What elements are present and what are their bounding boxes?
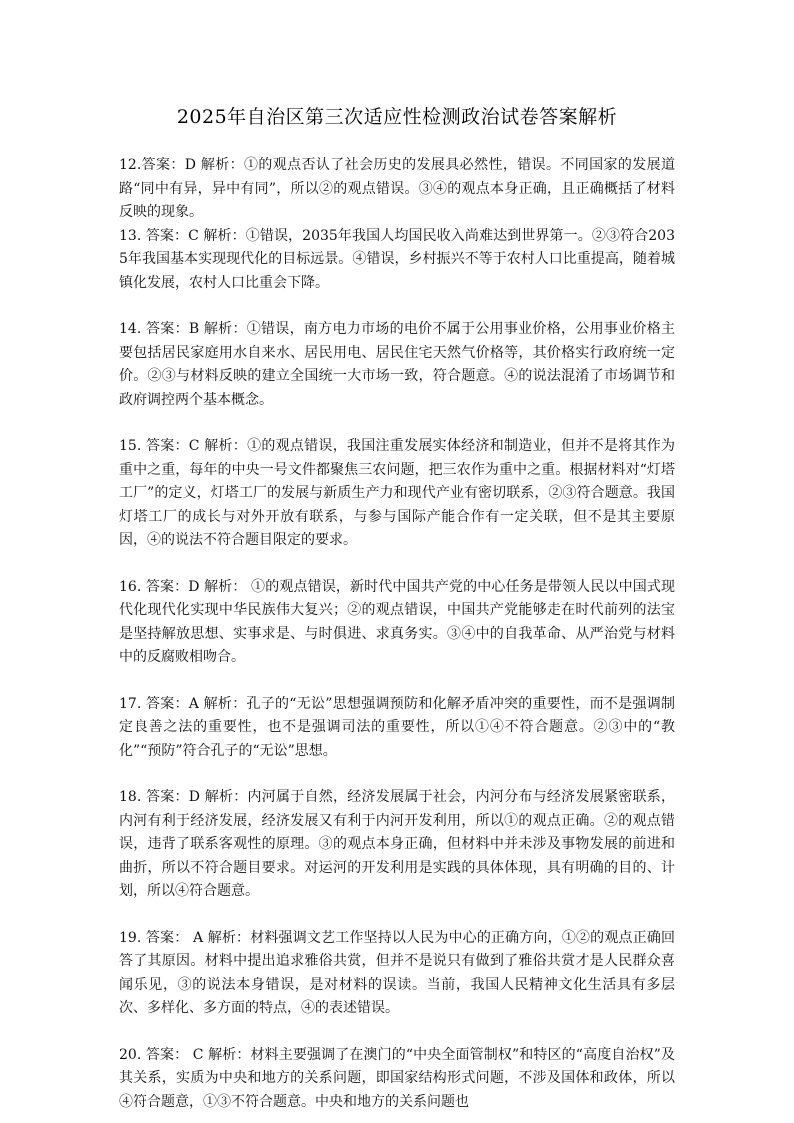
answer-paragraph-20: 20. 答案： C 解析：材料主要强调了在澳门的“中央全面管制权”和特区的“高度自治权”及其关系，实质为中央和地方的关系问题，即国家结构形式问题，不涉及国体和政体，所以④符合题意，①③不符合题意。中央和地方的关系问题也 — [119, 1046, 675, 1110]
answer-paragraph-13: 13. 答案：C 解析：①错误，2035年我国人均国民收入尚难达到世界第一。②③符合2035年我国基本实现现代化的目标远景。④错误，乡村振兴不等于农村人口比重提高，随着城镇化发展，农村人口比重会下降。 — [119, 227, 675, 291]
answer-paragraph-15: 15. 答案：C 解析：①的观点错误，我国注重发展实体经济和制造业，但并不是将其作为重中之重，每年的中央一号文件都聚焦三农问题，把三农作为重中之重。根据材料对“灯塔工厂”的定义，灯塔工厂的发展与新质生产力和现代产业有密切联系，②③符合题意。我国灯塔工厂的成长与对外开放有联系，与参与国际产能合作有一定关联，但不是其主要原因，④的说法不符合题目限定的要求。 — [119, 438, 675, 548]
answer-paragraph-12: 12.答案：D 解析：①的观点否认了社会历史的发展具必然性，错误。不同国家的发展道路“同中有异，异中有同”，所以②的观点错误。③④的观点本身正确，且正确概括了材料反映的现象。 — [119, 157, 675, 220]
answer-paragraph-16: 16. 答案：D 解析： ①的观点错误，新时代中国共产党的中心任务是带领人民以中国式现代化现代化实现中华民族伟大复兴；②的观点错误，中国共产党能够走在时代前列的法宝是坚持解放思想、实事求是、与时俱进、求真务实。③④中的自我革命、从严治党与材料中的反腐败相吻合。 — [119, 578, 675, 665]
answer-paragraph-18: 18. 答案：D 解析：内河属于自然，经济发展属于社会，内河分布与经济发展紧密联系，内河有利于经济发展，经济发展又有利于内河开发利用，所以①的观点正确。②的观点错误，违背了联系客观性的原理。③的观点本身正确，但材料中并未涉及事物发展的前进和曲折，所以不符合题目要求。对运河的开发利用是实践的具体体现，具有明确的目的、计划，所以④符合题意。 — [119, 789, 675, 899]
answer-paragraph-17: 17. 答案：A 解析：孔子的“无讼”思想强调预防和化解矛盾冲突的重要性，而不是强调制定良善之法的重要性，也不是强调司法的重要性，所以①④不符合题意。②③中的“教化”“预防”符合孔子的“无讼”思想。 — [119, 695, 675, 759]
document-title: 2025年自治区第三次适应性检测政治试卷答案解析 — [176, 106, 618, 128]
answer-paragraph-19: 19. 答案： A 解析：材料强调文艺工作坚持以人民为中心的正确方向，①②的观点正确回答了其原因。材料中提出追求雅俗共赏，但并不是说只有做到了雅俗共赏才是人民群众喜闻乐见，③的说法本身错误，是对材料的误读。当前，我国人民精神文化生活具有多层次、多样化、多方面的特点，④的表述错误。 — [119, 929, 675, 1016]
answer-paragraph-14: 14. 答案：B 解析：①错误，南方电力市场的电价不属于公用事业价格，公用事业价格主要包括居民家庭用水自来水、居民用电、居民住宅天然气价格等，其价格实行政府统一定价。②③与材料反映的建立全国统一大市场一致，符合题意。④的说法混淆了市场调节和政府调控两个基本概念。 — [119, 321, 675, 408]
answer-list — [119, 154, 675, 1114]
